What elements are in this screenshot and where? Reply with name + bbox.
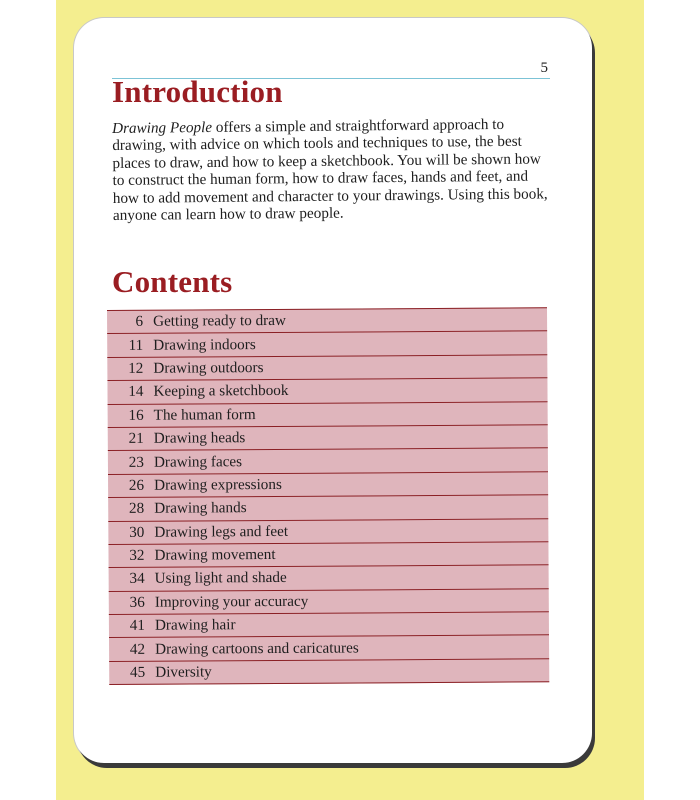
contents-heading: Contents (112, 264, 233, 299)
toc-row (108, 518, 548, 544)
introduction-body: offers a simple and straightforward approach to drawing, with advice on which tools and techniques to use, the best places to draw, and how to keep a sketchbook. You will be shown how to construct the human form, how to draw faces, hands and feet, and how to add movement and character to your drawings. Using this book, anyone can learn how to draw people. (112, 115, 548, 225)
toc-page-number: 30 (129, 523, 145, 541)
toc-row (107, 354, 547, 380)
toc-entry-title: Drawing heads (153, 429, 246, 447)
toc-page-number: 42 (129, 640, 146, 658)
toc-entry-title: Drawing indoors (153, 335, 256, 354)
book-title: Drawing People (112, 118, 213, 137)
toc-row (107, 377, 547, 403)
toc-page-number: 16 (128, 406, 144, 424)
toc-entry-title: Diversity (155, 663, 212, 681)
toc-page-number: 34 (129, 570, 145, 588)
toc-entry-title: Drawing hands (154, 499, 247, 518)
page-number: 5 (540, 60, 548, 76)
toc-entry-title: Drawing outdoors (153, 359, 264, 377)
toc-page-number: 26 (128, 476, 145, 494)
page-card (74, 18, 592, 763)
toc-row (108, 471, 548, 497)
toc-page-number: 36 (129, 593, 145, 611)
introduction-heading: Introduction (112, 74, 283, 109)
toc-entry-title: Using light and shade (154, 569, 287, 588)
toc-page-number: 21 (128, 429, 144, 448)
introduction-paragraph (112, 115, 553, 224)
toc-row (107, 331, 547, 357)
toc-page-number: 6 (135, 312, 144, 331)
toc-row (108, 448, 548, 474)
toc-entry-title: Improving your accuracy (154, 592, 309, 611)
toc-entry-title: Getting ready to draw (153, 312, 286, 330)
toc-page-number: 45 (129, 663, 146, 681)
toc-row (107, 307, 547, 333)
toc-entry-title: Drawing expressions (154, 475, 282, 494)
toc-entry-title: Drawing hair (154, 616, 236, 634)
toc-page-number: 23 (128, 453, 144, 471)
toc-page-number: 11 (128, 336, 144, 354)
toc-page-number: 12 (128, 359, 144, 377)
toc-page-number: 41 (129, 617, 145, 635)
toc-entry-title: Drawing movement (154, 546, 276, 564)
toc-entry-title: Drawing faces (153, 452, 243, 471)
toc-row (109, 565, 549, 591)
toc-row (109, 635, 549, 661)
toc-entry-title: Drawing legs and feet (154, 522, 289, 541)
toc-entry-title: The human form (153, 405, 256, 424)
toc-row (109, 588, 549, 614)
toc-row (108, 541, 548, 567)
toc-page-number: 28 (128, 500, 145, 518)
toc-entry-title: Drawing cartoons and caricatures (155, 639, 359, 658)
toc-page-number: 14 (128, 383, 144, 401)
toc-row (109, 611, 549, 637)
toc-row (108, 401, 548, 427)
toc-row (108, 424, 548, 450)
contents-table (107, 307, 549, 685)
toc-row (109, 658, 549, 685)
toc-row (108, 494, 548, 520)
toc-entry-title: Keeping a sketchbook (153, 382, 289, 401)
toc-page-number: 32 (129, 546, 145, 564)
